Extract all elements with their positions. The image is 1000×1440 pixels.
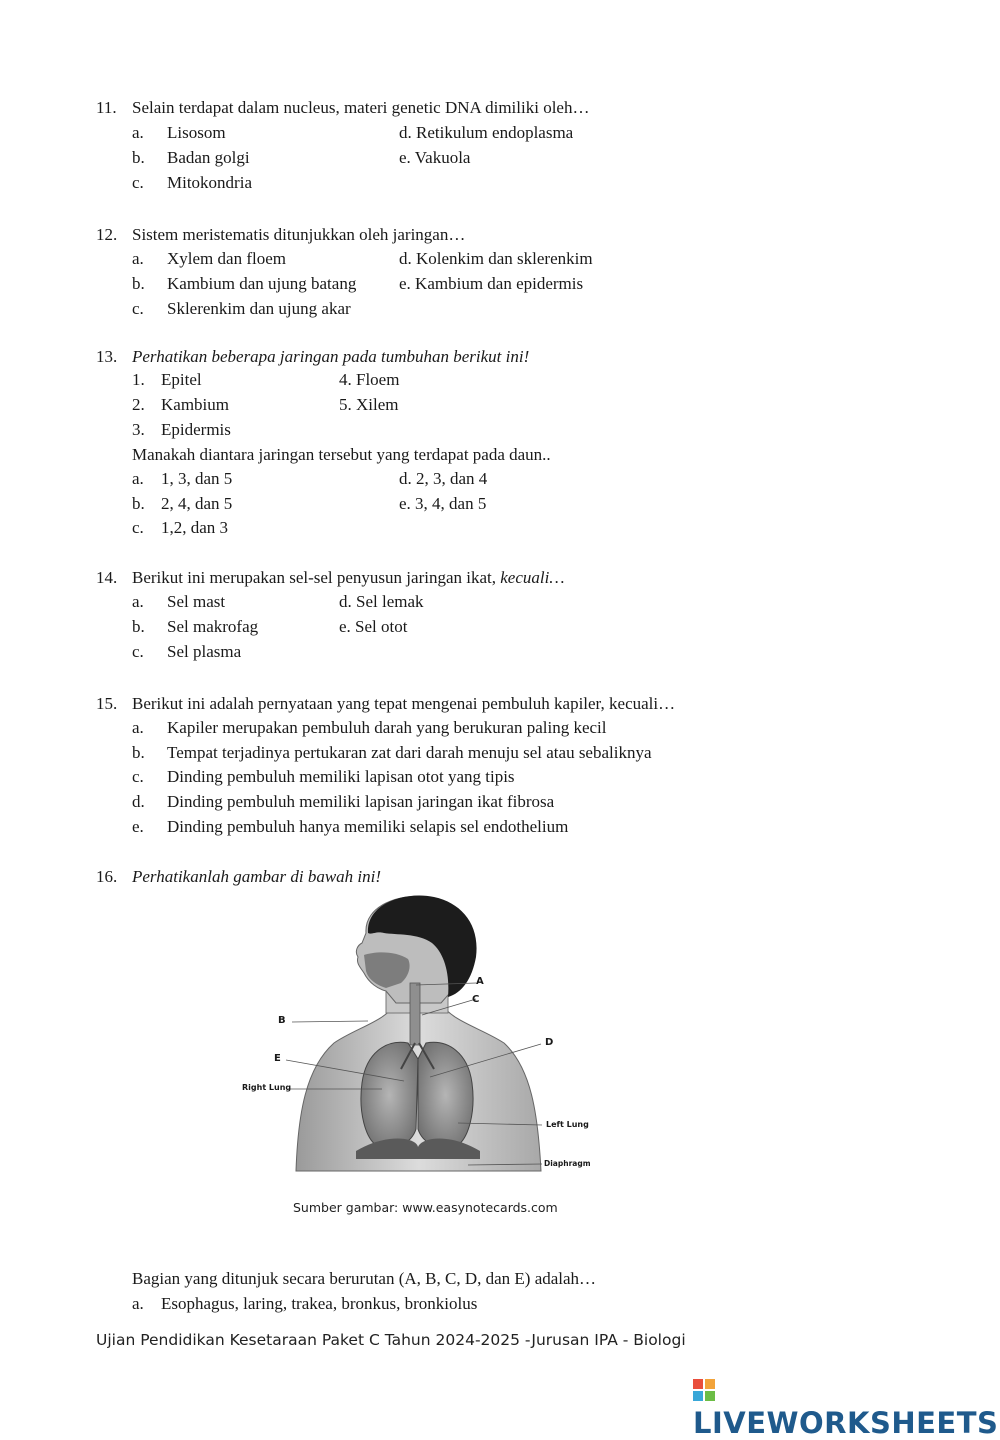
option-12-b[interactable]: b. Kambium dan ujung batang <box>132 274 357 293</box>
option-11-d[interactable]: d. Retikulum endoplasma <box>399 123 574 142</box>
question-text-italic: kecuali… <box>500 568 565 587</box>
option-11-b[interactable]: b. Badan golgi <box>132 148 250 167</box>
option-14-d[interactable]: d. Sel lemak <box>339 592 424 611</box>
option-14-b[interactable]: b. Sel makrofag <box>132 617 259 636</box>
question-number: 12. <box>96 225 118 244</box>
option-14-a[interactable]: a. Sel mast <box>132 592 226 611</box>
option-12-d[interactable]: d. Kolenkim dan sklerenkim <box>399 249 593 268</box>
option-15-b[interactable]: b. Tempat terjadinya pertukaran zat dari darah menuju sel atau sebaliknya <box>132 743 652 762</box>
diagram-caption: Sumber gambar: www.easynotecards.com <box>293 1200 558 1215</box>
question-number: 16. <box>96 867 118 886</box>
option-15-e[interactable]: e. Dinding pembuluh hanya memiliki selapis sel endothelium <box>132 817 569 836</box>
option-14-c[interactable]: c. Sel plasma <box>132 642 242 661</box>
option-13-c[interactable]: c. 1,2, dan 3 <box>132 518 229 537</box>
diagram-label-left-lung: Left Lung <box>546 1120 589 1129</box>
item-13-1: 1. Epitel <box>132 370 202 389</box>
question-text: Perhatikan beberapa jaringan pada tumbuhan berikut ini! <box>132 347 530 366</box>
option-12-e[interactable]: e. Kambium dan epidermis <box>399 274 584 293</box>
option-15-a[interactable]: a. Kapiler merupakan pembuluh darah yang berukuran paling kecil <box>132 718 607 737</box>
diagram-label-b: B <box>278 1015 286 1026</box>
option-16-a[interactable]: a. Esophagus, laring, trakea, bronkus, bronkiolus <box>132 1294 478 1313</box>
diagram-label-right-lung: Right Lung <box>242 1083 292 1092</box>
option-12-c[interactable]: c. Sklerenkim dan ujung akar <box>132 299 351 318</box>
diagram-label-d: D <box>545 1037 554 1048</box>
question-text: Berikut ini adalah pernyataan yang tepat mengenai pembuluh kapiler, kecuali… <box>132 694 676 713</box>
option-11-a[interactable]: a. Lisosom <box>132 123 226 142</box>
item-13-5: 5. Xilem <box>339 395 399 414</box>
question-16-prompt: Bagian yang ditunjuk secara berurutan (A, B, C, D, dan E) adalah… <box>132 1269 597 1288</box>
question-text: Perhatikanlah gambar di bawah ini! <box>132 867 382 886</box>
item-13-2: 2. Kambium <box>132 395 229 414</box>
respiratory-system-diagram <box>236 893 606 1193</box>
liveworksheets-icon <box>693 1379 715 1401</box>
question-number: 13. <box>96 347 118 366</box>
question-text: Sistem meristematis ditunjukkan oleh jaringan… <box>132 225 466 244</box>
item-13-3: 3. Epidermis <box>132 420 231 439</box>
option-13-d[interactable]: d. 2, 3, dan 4 <box>399 469 488 488</box>
brand-text: LIVEWORKSHEETS <box>693 1406 999 1440</box>
option-14-e[interactable]: e. Sel otot <box>339 617 408 636</box>
diagram-label-e: E <box>274 1053 281 1064</box>
option-15-c[interactable]: c. Dinding pembuluh memiliki lapisan otot yang tipis <box>132 767 515 786</box>
option-12-a[interactable]: a. Xylem dan floem <box>132 249 286 268</box>
option-13-e[interactable]: e. 3, 4, dan 5 <box>399 494 487 513</box>
question-13-prompt: Manakah diantara jaringan tersebut yang terdapat pada daun.. <box>132 445 551 464</box>
option-15-d[interactable]: d. Dinding pembuluh memiliki lapisan jaringan ikat fibrosa <box>132 792 555 811</box>
question-text: Berikut ini merupakan sel-sel penyusun jaringan ikat, kecuali… <box>132 568 565 587</box>
diagram-label-c: C <box>472 994 480 1005</box>
page-footer: Ujian Pendidikan Kesetaraan Paket C Tahun 2024-2025 -Jurusan IPA - Biologi <box>96 1331 686 1349</box>
question-text: Selain terdapat dalam nucleus, materi genetic DNA dimiliki oleh… <box>132 98 590 117</box>
option-11-e[interactable]: e. Vakuola <box>399 148 471 167</box>
question-number: 15. <box>96 694 118 713</box>
diagram-label-diaphragm: Diaphragm <box>544 1159 591 1168</box>
diagram-label-a: A <box>476 976 484 987</box>
option-13-a[interactable]: a. 1, 3, dan 5 <box>132 469 233 488</box>
item-13-4: 4. Floem <box>339 370 400 389</box>
question-number: 11. <box>96 98 117 117</box>
liveworksheets-logo[interactable] <box>693 1372 1000 1440</box>
option-13-b[interactable]: b. 2, 4, dan 5 <box>132 494 233 513</box>
question-number: 14. <box>96 568 118 587</box>
option-11-c[interactable]: c. Mitokondria <box>132 173 252 192</box>
